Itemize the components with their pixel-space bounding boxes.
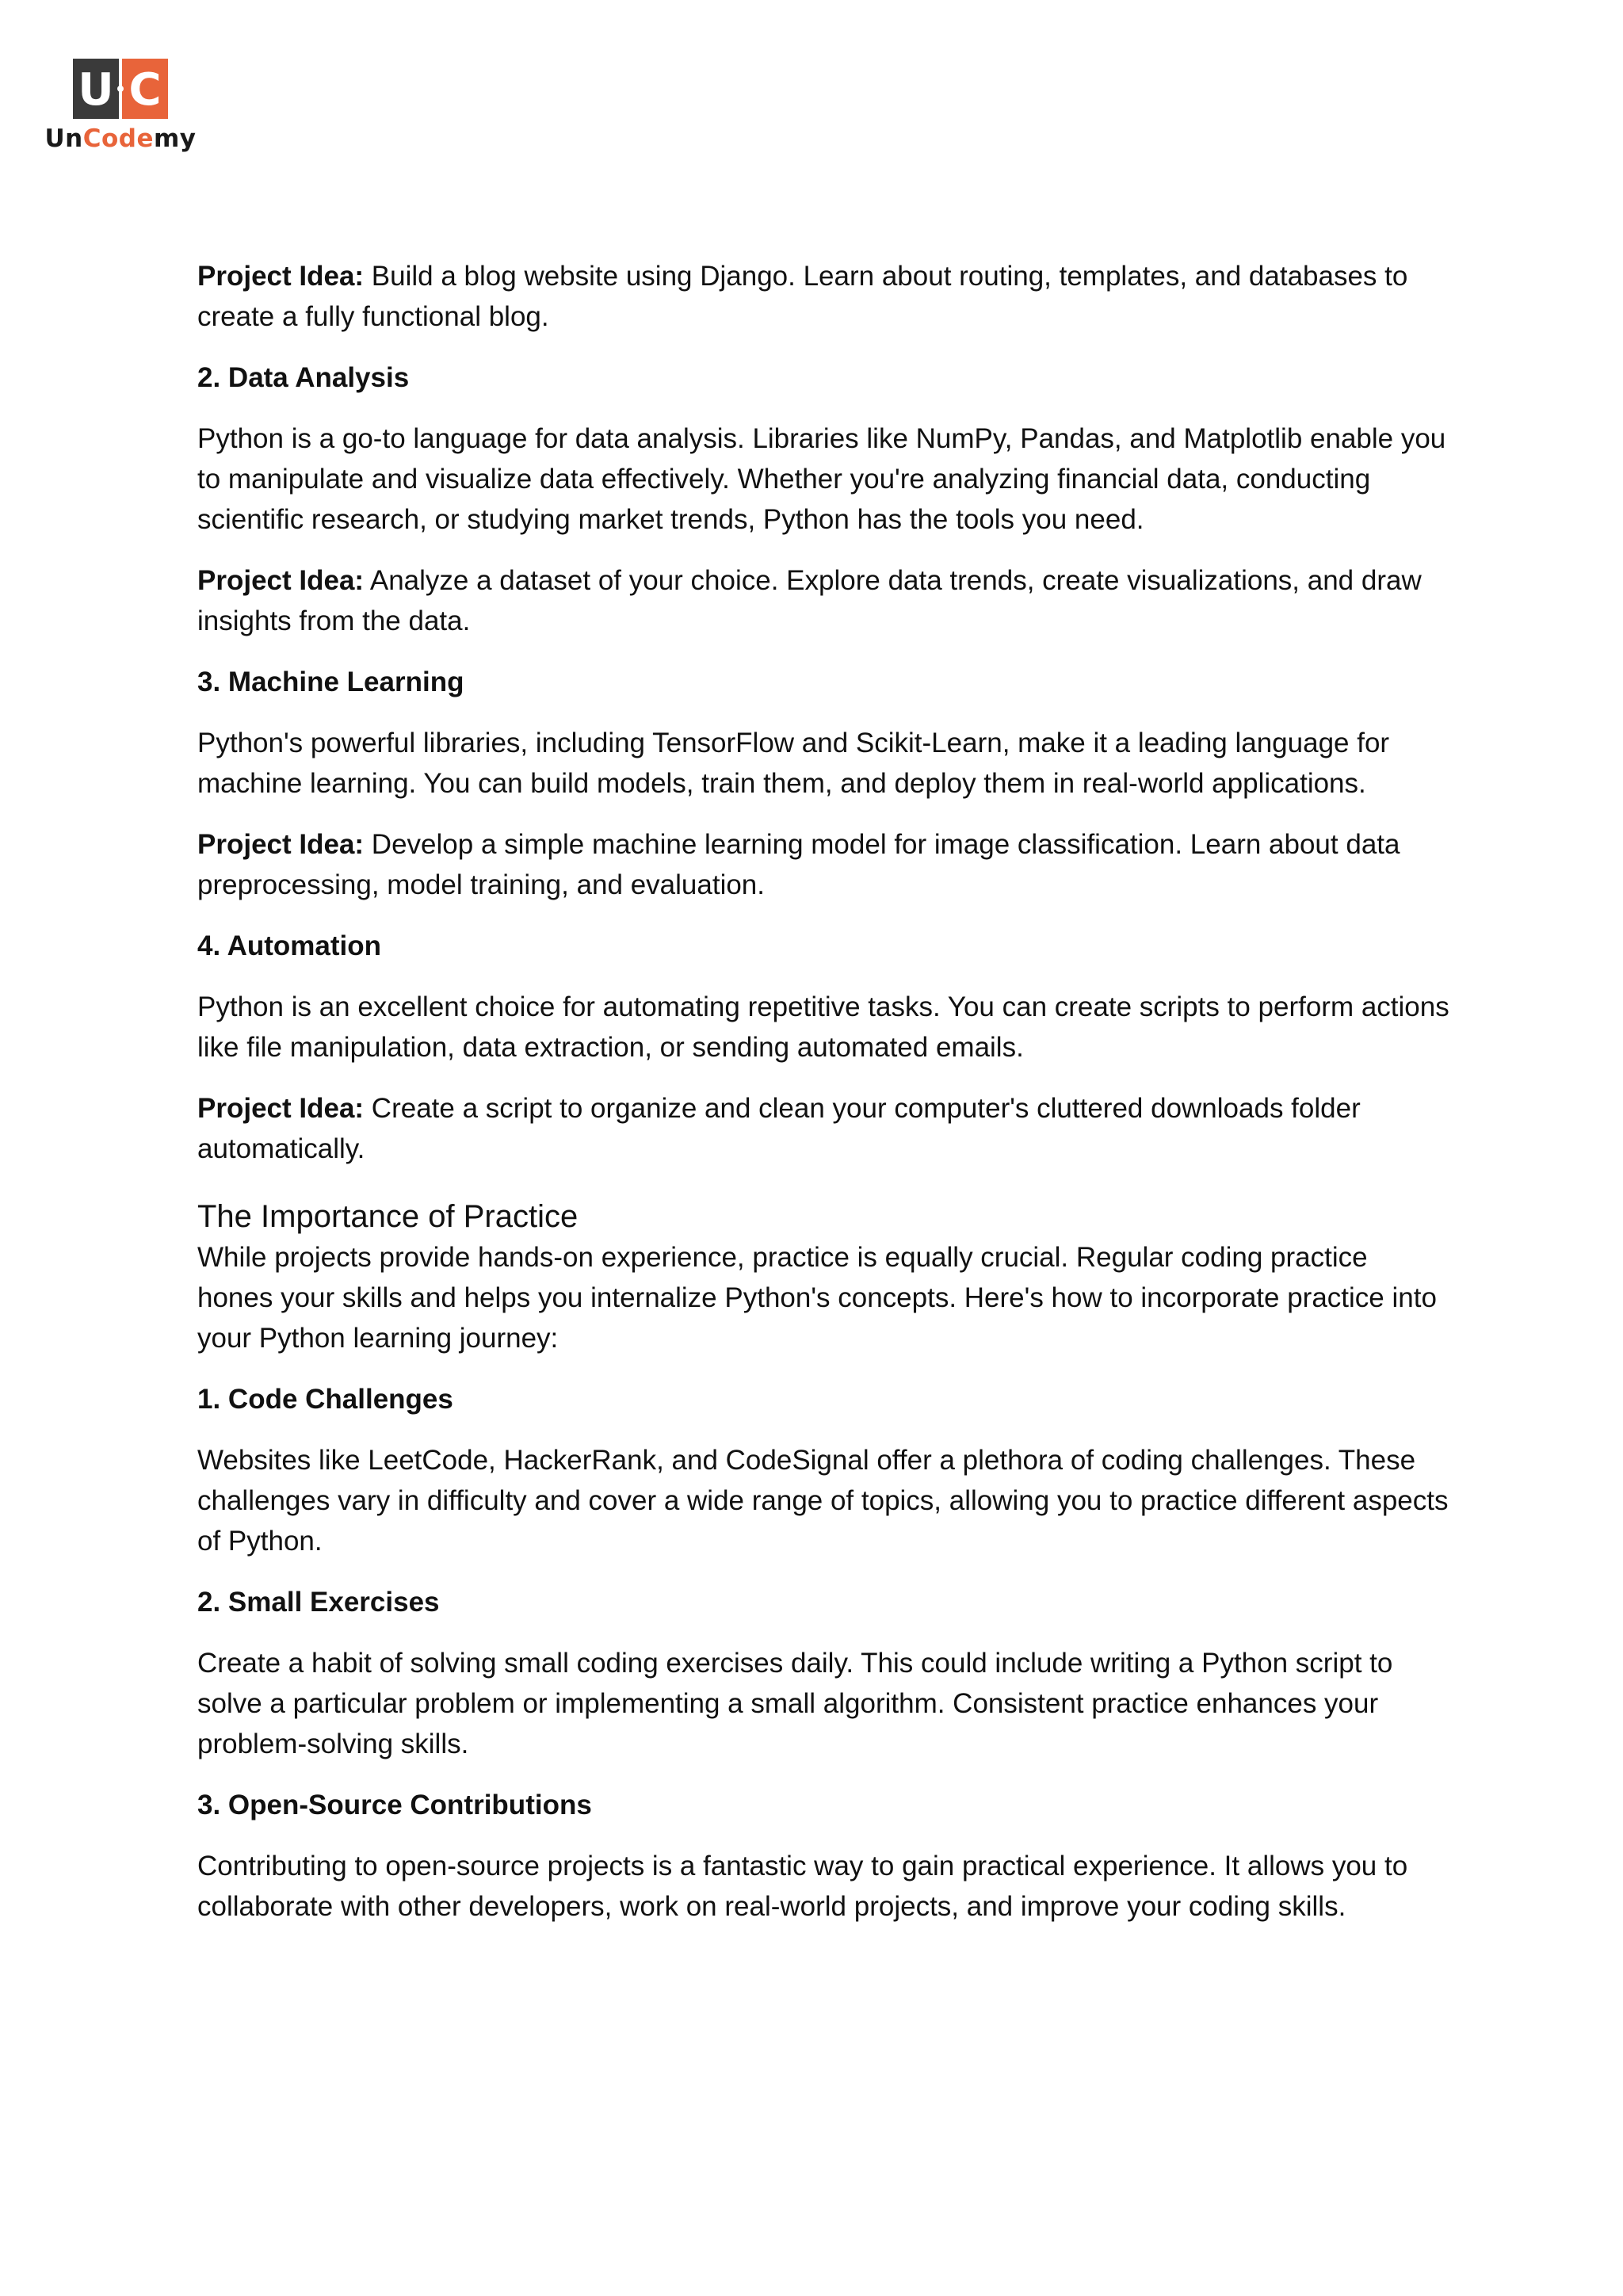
uncodemy-logo: [41, 51, 200, 162]
project-idea-script: [197, 1088, 1449, 1169]
paragraph-small-exercises: Create a habit of solving small coding exercises daily. This could include writing a Python script to solve a particular problem or implementing a small algorithm. Consistent practice enhances your problem-solving skills.: [197, 1648, 1393, 1759]
heading-machine-learning: 3. Machine Learning: [197, 667, 464, 697]
paragraph-code-challenges: Websites like LeetCode, HackerRank, and CodeSignal offer a plethora of coding challenges. These challenges vary in difficulty and cover a wide range of topics, allowing you to practice different aspects of Python.: [197, 1445, 1449, 1557]
project-idea-blog: [197, 256, 1449, 337]
heading-data-analysis: 2. Data Analysis: [197, 362, 410, 393]
project-idea-text: Build a blog website using Django. Learn about routing, templates, and databases to create a fully functional blog.: [197, 261, 1408, 332]
logo-mark-c: C: [128, 64, 162, 116]
paragraph-data-analysis: Python is a go-to language for data analysis. Libraries like NumPy, Pandas, and Matplotlib enable you to manipulate and visualize data effectively. Whether you're analyzing financial data, conducting scientific research, or studying market trends, Python has the tools you need.: [197, 423, 1446, 535]
logo-mark-u: U: [78, 64, 114, 116]
project-idea-label: Project Idea:: [197, 829, 365, 860]
paragraph-machine-learning: Python's powerful libraries, including TensorFlow and Scikit-Learn, make it a leading language for machine learning. You can build models, train them, and deploy them in real-world applications.: [197, 728, 1390, 799]
uncodemy-logo-mark: [73, 59, 168, 119]
project-idea-text: Develop a simple machine learning model for image classification. Learn about data preprocessing, model training, and evaluation.: [197, 829, 1400, 900]
section-title-practice: The Importance of Practice: [197, 1199, 579, 1234]
heading-code-challenges: 1. Code Challenges: [197, 1384, 453, 1415]
paragraph-open-source: Contributing to open-source projects is a fantastic way to gain practical experience. It allows you to collaborate with other developers, work on real-world projects, and improve your coding skills.: [197, 1851, 1408, 1922]
project-idea-ml-model: [197, 824, 1449, 905]
project-idea-label: Project Idea:: [197, 1093, 365, 1124]
heading-open-source: 3. Open-Source Contributions: [197, 1790, 592, 1820]
project-idea-text: Analyze a dataset of your choice. Explore data trends, create visualizations, and draw insights from the data.: [197, 565, 1422, 636]
heading-small-exercises: 2. Small Exercises: [197, 1587, 440, 1618]
logo-word-my: my: [154, 124, 197, 153]
document-body: [197, 256, 1449, 1947]
project-idea-label: Project Idea:: [197, 261, 365, 292]
project-idea-label: Project Idea:: [197, 565, 365, 596]
paragraph-automation: Python is an excellent choice for automating repetitive tasks. You can create scripts to perform actions like file manipulation, data extraction, or sending automated emails.: [197, 991, 1449, 1063]
paragraph-practice-intro: While projects provide hands-on experience, practice is equally crucial. Regular coding practice hones your skills and helps you internalize Python's concepts. Here's how to incorporate practice into your Python learning journey:: [197, 1242, 1437, 1354]
project-idea-dataset: [197, 560, 1449, 641]
project-idea-text: Create a script to organize and clean your computer's cluttered downloads folder automatically.: [197, 1093, 1361, 1164]
logo-wordmark: [41, 124, 200, 153]
logo-word-un: Un: [44, 124, 83, 153]
logo-word-code: Code: [82, 124, 154, 153]
heading-automation: 4. Automation: [197, 930, 382, 961]
